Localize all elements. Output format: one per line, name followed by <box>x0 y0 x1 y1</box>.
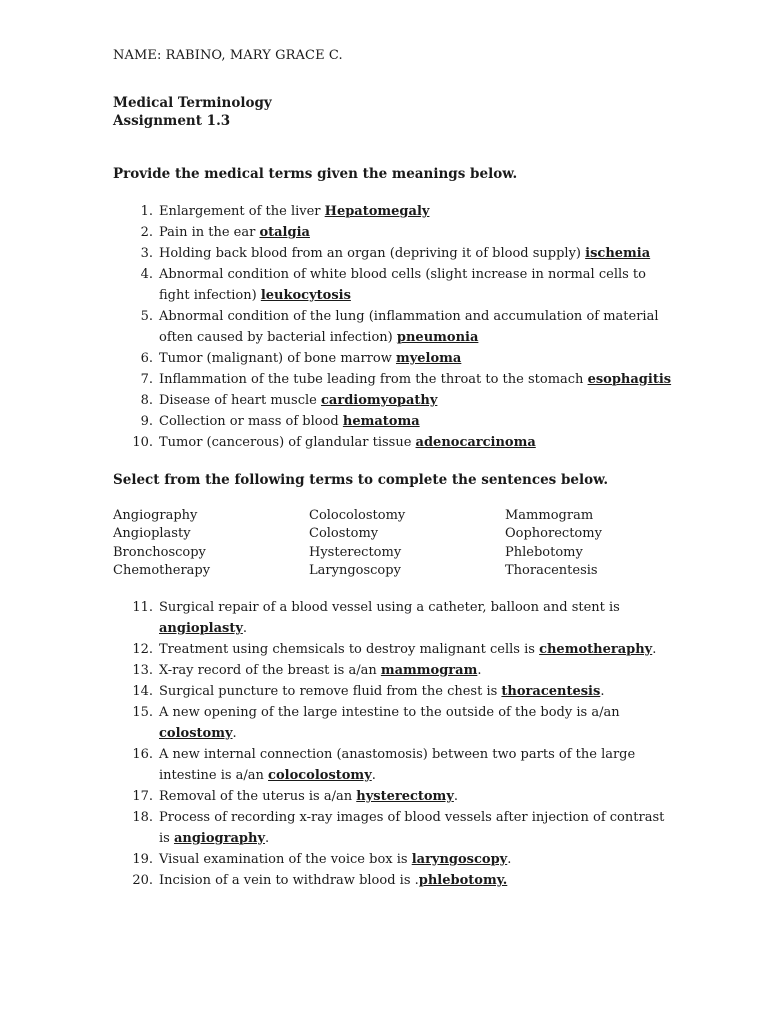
item-text: Removal of the uterus is a/an <box>159 789 357 804</box>
item-after: . <box>652 642 657 657</box>
list-item <box>113 411 673 432</box>
item-text: Collection or mass of blood <box>159 414 343 429</box>
item-answer: adenocarcinoma <box>415 435 536 450</box>
item-number: 6. <box>140 351 153 366</box>
item-answer: chemotheraphy <box>539 642 653 657</box>
item-text: Enlargement of the liver <box>159 204 325 219</box>
term-bank-item: Thoracentesis <box>505 562 598 578</box>
item-text: A new internal connection (anastomosis) between two parts of the large intestine is a/an <box>159 747 636 783</box>
list-item <box>113 639 673 660</box>
item-answer: hematoma <box>342 414 420 429</box>
item-answer: cardiomyopathy <box>321 393 438 408</box>
item-after: . <box>242 621 248 636</box>
item-answer: colostomy <box>159 726 233 741</box>
item-text: Surgical puncture to remove fluid from the chest is <box>159 684 502 699</box>
term-bank-item: Colostomy <box>309 526 379 542</box>
list-item <box>113 786 673 807</box>
item-answer: hysterectomy <box>356 789 454 804</box>
item-text: Holding back blood from an organ (depriving it of blood supply) <box>159 246 586 261</box>
part1-instruction: Provide the medical terms given the meanings below. <box>113 166 518 182</box>
item-answer: Hepatomegaly <box>324 204 430 219</box>
item-after: . <box>232 726 237 741</box>
course-title: Medical Terminology <box>113 95 272 111</box>
item-answer: colocolostomy <box>268 768 372 783</box>
term-bank-item: Angioplasty <box>113 526 191 542</box>
list-item <box>113 807 673 849</box>
term-bank <box>113 508 673 581</box>
list-item <box>113 660 673 681</box>
list-item <box>113 222 673 243</box>
item-text: Tumor (malignant) of bone marrow <box>159 351 396 366</box>
item-number: 10. <box>132 435 153 450</box>
item-number: 7. <box>140 372 153 387</box>
item-text: Pain in the ear <box>159 225 260 240</box>
item-number: 18. <box>132 810 153 825</box>
list-item <box>113 348 673 369</box>
item-number: 9. <box>140 414 153 429</box>
item-answer: angiography <box>173 831 266 846</box>
item-number: 12. <box>132 642 153 657</box>
item-answer: phlebotomy. <box>418 873 508 888</box>
list-item <box>113 702 673 744</box>
item-text: A new opening of the large intestine to the outside of the body is a/an <box>159 705 620 720</box>
item-answer: angioplasty <box>159 621 243 636</box>
item-text: Treatment using chemsicals to destroy malignant cells is <box>159 642 540 657</box>
item-answer: myeloma <box>395 351 462 366</box>
item-number: 8. <box>140 393 153 408</box>
item-after: . <box>477 663 482 678</box>
item-number: 19. <box>132 852 153 867</box>
list-item <box>113 681 673 702</box>
item-text: Surgical repair of a blood vessel using a catheter, balloon and stent is <box>159 600 620 615</box>
list-item <box>113 243 673 264</box>
item-text: Process of recording x-ray images of blood vessels after injection of contrast is <box>159 810 665 846</box>
item-text: Abnormal condition of white blood cells (slight increase in normal cells to fight infection) <box>159 267 646 303</box>
item-after: . <box>371 768 376 783</box>
item-number: 1. <box>140 204 153 219</box>
item-answer: laryngoscopy <box>411 852 508 867</box>
term-bank-item: Laryngoscopy <box>309 562 401 578</box>
item-after: . <box>600 684 605 699</box>
item-text: Disease of heart muscle <box>159 393 321 408</box>
part2-instruction: Select from the following terms to complete the sentences below. <box>113 472 609 488</box>
item-number: 17. <box>132 789 153 804</box>
term-bank-item: Phlebotomy <box>505 544 583 560</box>
term-bank-item: Chemotherapy <box>113 562 211 578</box>
term-bank-item: Bronchoscopy <box>113 544 206 560</box>
item-number: 20. <box>132 873 153 888</box>
term-bank-item: Hysterectomy <box>309 544 402 560</box>
list-item <box>113 870 673 891</box>
list-item <box>113 744 673 786</box>
item-text: X-ray record of the breast is a/an <box>159 663 381 678</box>
item-answer: mammogram <box>380 663 478 678</box>
item-number: 2. <box>140 225 153 240</box>
item-number: 15. <box>132 705 153 720</box>
item-number: 16. <box>132 747 153 762</box>
item-number: 3. <box>140 246 153 261</box>
list-item <box>113 306 673 348</box>
item-text: Inflammation of the tube leading from the throat to the stomach <box>159 372 588 387</box>
item-text: Incision of a vein to withdraw blood is . <box>159 873 419 888</box>
item-after: . <box>507 852 512 867</box>
item-number: 14. <box>132 684 153 699</box>
list-item <box>113 597 673 639</box>
list-item <box>113 201 673 222</box>
course-heading <box>113 94 272 130</box>
list-item <box>113 432 673 453</box>
term-bank-item: Mammogram <box>505 508 594 523</box>
list-item <box>113 369 673 390</box>
item-after: . <box>453 789 459 804</box>
item-number: 5. <box>140 309 153 324</box>
part2-question-list <box>113 597 673 891</box>
term-bank-item: Colocolostomy <box>309 508 406 523</box>
item-number: 13. <box>132 663 153 678</box>
item-after: . <box>265 831 270 846</box>
part1-question-list <box>113 201 673 453</box>
item-number: 4. <box>140 267 153 282</box>
assignment-title: Assignment 1.3 <box>113 113 231 129</box>
term-bank-item: Oophorectomy <box>505 526 602 542</box>
term-bank-item: Angiography <box>113 508 198 523</box>
item-text: Abnormal condition of the lung (inflammation and accumulation of material often caused by bacterial infection) <box>159 309 659 345</box>
item-text: Tumor (cancerous) of glandular tissue <box>159 435 416 450</box>
item-answer: esophagitis <box>587 372 672 387</box>
item-text: Visual examination of the voice box is <box>159 852 412 867</box>
student-name: NAME: RABINO, MARY GRACE C. <box>113 48 343 63</box>
item-answer: leukocytosis <box>260 288 351 303</box>
item-answer: otalgia <box>259 225 310 240</box>
item-answer: thoracentesis <box>501 684 601 699</box>
list-item <box>113 390 673 411</box>
item-answer: pneumonia <box>396 330 479 345</box>
list-item <box>113 849 673 870</box>
item-number: 11. <box>132 600 153 615</box>
list-item <box>113 264 673 306</box>
item-answer: ischemia <box>585 246 651 261</box>
